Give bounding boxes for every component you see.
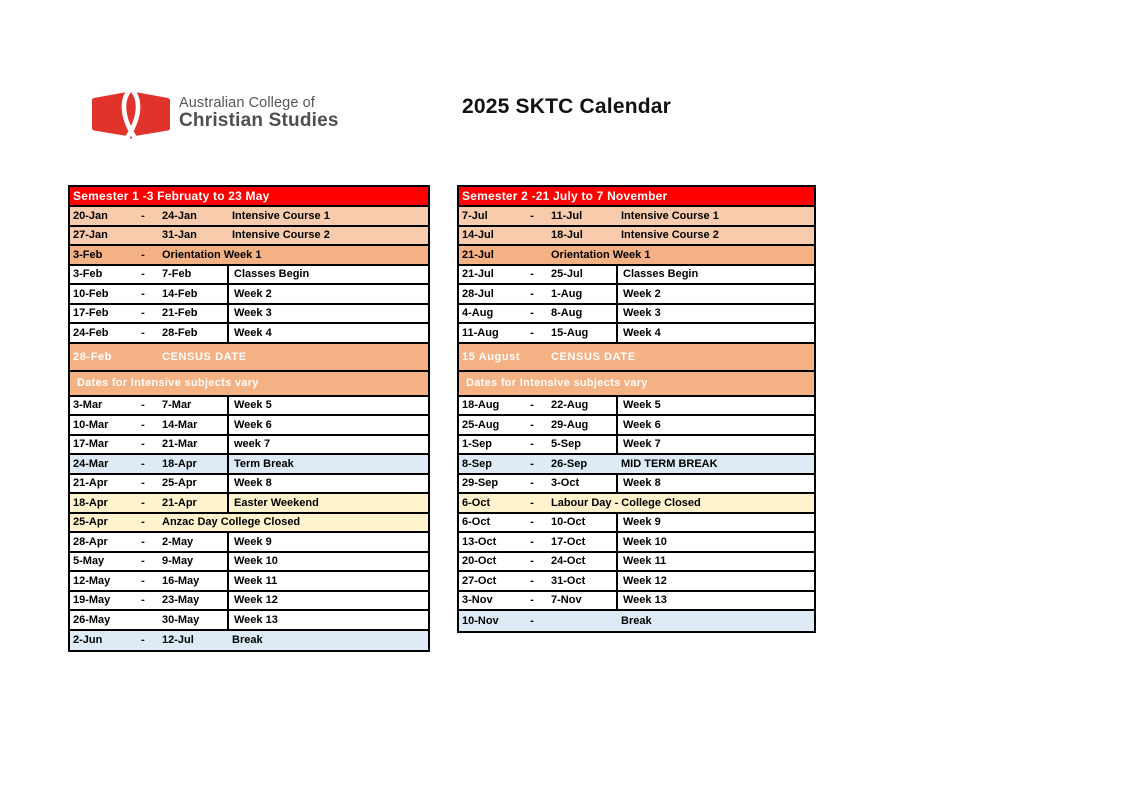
event-cell: Intensive Course 2 (621, 229, 719, 242)
date-start-cell: 20-Oct (462, 555, 497, 568)
date-start-cell: 18-Apr (73, 496, 108, 509)
calendar-row (459, 592, 814, 612)
date-end-cell: 5-Sep (551, 438, 581, 451)
date-end-cell: 11-Jul (551, 209, 583, 222)
date-start-cell: 27-Jan (73, 229, 108, 242)
calendar-row (70, 553, 428, 573)
calendar-row (459, 475, 814, 495)
dash-cell: - (530, 496, 534, 509)
dash-cell: - (141, 268, 145, 281)
date-start-cell: 21-Apr (73, 477, 108, 490)
date-start-cell: 2-Jun (73, 634, 103, 647)
date-start-cell: 20-Jan (73, 209, 108, 222)
date-end-cell: 25-Jul (551, 268, 583, 281)
date-start-cell: 10-Nov (462, 614, 499, 627)
date-start-cell: 24-Feb (73, 326, 109, 339)
calendar-row (459, 227, 814, 247)
event-cell: Week 9 (616, 514, 814, 532)
calendar-row (70, 592, 428, 612)
dash-cell: - (141, 418, 145, 431)
date-start-cell: 3-Nov (462, 594, 493, 607)
date-end-cell: 3-Oct (551, 477, 580, 490)
date-end-cell: 17-Oct (551, 535, 586, 548)
date-end-cell: 23-May (162, 594, 200, 607)
date-end-cell: 21-Apr (162, 496, 197, 509)
calendar-row (70, 475, 428, 495)
dash-cell: - (530, 399, 534, 412)
event-cell: Week 10 (616, 533, 814, 551)
calendar-row (459, 416, 814, 436)
date-end-cell: 21-Feb (162, 307, 198, 320)
dash-cell: - (530, 209, 534, 222)
date-start-cell: 3-Feb (73, 268, 103, 281)
calendar-row (70, 324, 428, 344)
date-start-cell: 28-Jul (462, 287, 494, 300)
event-cell: Week 8 (616, 475, 814, 493)
date-start-cell: 10-Mar (73, 418, 109, 431)
calendar-row (459, 305, 814, 325)
dash-cell: - (530, 457, 534, 470)
event-cell: Intensive Course 1 (232, 209, 330, 222)
date-end-cell: 24-Oct (551, 555, 586, 568)
date-end-cell: 7-Mar (162, 399, 192, 412)
semester-header: Semester 2 -21 July to 7 November (459, 187, 814, 207)
event-cell: Week 7 (616, 436, 814, 454)
event-cell: Anzac Day College Closed (162, 516, 301, 529)
date-end-cell: 9-May (162, 555, 194, 568)
dash-cell: - (530, 555, 534, 568)
date-start-cell: 7-Jul (462, 209, 488, 222)
date-start-cell: 5-May (73, 555, 105, 568)
dash-cell: - (141, 209, 145, 222)
event-cell: Week 12 (227, 592, 428, 610)
calendar-row (459, 207, 814, 227)
calendar-row (70, 416, 428, 436)
date-start-cell: 27-Oct (462, 574, 497, 587)
date-start-cell: 6-Oct (462, 516, 491, 529)
event-cell: Week 3 (616, 305, 814, 323)
event-cell: Week 2 (227, 285, 428, 303)
census-label-cell: CENSUS DATE (551, 350, 636, 363)
dash-cell: - (530, 326, 534, 339)
calendar-row (70, 207, 428, 227)
dash-cell: - (141, 516, 145, 529)
date-end-cell: 12-Jul (162, 634, 194, 647)
dash-cell: - (530, 614, 534, 627)
date-end-cell: 14-Feb (162, 287, 198, 300)
event-cell: Week 4 (227, 324, 428, 342)
date-start-cell: 8-Sep (462, 457, 492, 470)
dash-cell: - (530, 287, 534, 300)
event-cell: Week 12 (616, 572, 814, 590)
date-end-cell: 1-Aug (551, 287, 583, 300)
date-end-cell: 10-Oct (551, 516, 586, 529)
dash-cell: - (141, 594, 145, 607)
date-end-cell: 14-Mar (162, 418, 198, 431)
dash-cell: - (530, 574, 534, 587)
date-end-cell: 16-May (162, 574, 200, 587)
event-cell: Week 6 (616, 416, 814, 434)
date-end-cell: 25-Apr (162, 477, 197, 490)
calendar-row (70, 455, 428, 475)
note-row (459, 372, 814, 397)
calendar-row (459, 324, 814, 344)
calendar-row (459, 455, 814, 475)
note-text-cell: Dates for Intensive subjects vary (466, 377, 648, 389)
dash-cell: - (141, 634, 145, 647)
calendar-row (70, 397, 428, 417)
event-cell: Orientation Week 1 (162, 248, 262, 261)
page-title: 2025 SKTC Calendar (462, 95, 672, 118)
date-start-cell: 21-Jul (462, 248, 494, 261)
event-cell: Week 11 (616, 553, 814, 571)
date-end-cell: 26-Sep (551, 457, 588, 470)
date-start-cell: 17-Feb (73, 307, 109, 320)
event-cell: Week 13 (227, 611, 428, 629)
census-row (70, 344, 428, 372)
dash-cell: - (141, 457, 145, 470)
date-end-cell: 30-May (162, 613, 200, 626)
date-end-cell: 21-Mar (162, 438, 198, 451)
date-end-cell: 7-Nov (551, 594, 582, 607)
event-cell: Classes Begin (616, 266, 814, 284)
census-date-cell: 15 August (462, 350, 521, 363)
dash-cell: - (141, 438, 145, 451)
dash-cell: - (530, 418, 534, 431)
event-cell: MID TERM BREAK (621, 457, 718, 470)
accs-logo-fish-icon (87, 86, 175, 142)
event-cell: Easter Weekend (227, 494, 428, 512)
date-start-cell: 24-Mar (73, 457, 109, 470)
calendar-row (70, 436, 428, 456)
date-end-cell: 31-Jan (162, 229, 197, 242)
dash-cell: - (141, 574, 145, 587)
date-end-cell: 18-Jul (551, 229, 583, 242)
date-start-cell: 28-Apr (73, 535, 108, 548)
calendar-row (70, 494, 428, 514)
dash-cell: - (141, 326, 145, 339)
calendar-row (459, 533, 814, 553)
date-start-cell: 12-May (73, 574, 111, 587)
event-cell: Week 4 (616, 324, 814, 342)
calendar-row (459, 572, 814, 592)
date-start-cell: 25-Aug (462, 418, 500, 431)
calendar-row (459, 553, 814, 573)
date-end-cell: 18-Apr (162, 457, 197, 470)
date-end-cell: 31-Oct (551, 574, 586, 587)
date-start-cell: 18-Aug (462, 399, 500, 412)
date-start-cell: 4-Aug (462, 307, 494, 320)
dash-cell: - (530, 268, 534, 281)
event-cell: Week 10 (227, 553, 428, 571)
dash-cell: - (530, 516, 534, 529)
calendar-row (459, 514, 814, 534)
calendar-row (70, 266, 428, 286)
event-cell: Break (621, 614, 652, 627)
calendar-row (70, 611, 428, 631)
calendar-row (459, 494, 814, 514)
date-end-cell: 2-May (162, 535, 194, 548)
event-cell: Break (232, 634, 263, 647)
event-cell: Labour Day - College Closed (551, 496, 701, 509)
calendar-row (459, 436, 814, 456)
event-cell: Week 9 (227, 533, 428, 551)
logo-wordmark (179, 96, 339, 131)
date-end-cell: 28-Feb (162, 326, 198, 339)
date-start-cell: 25-Apr (73, 516, 108, 529)
dash-cell: - (530, 477, 534, 490)
calendar-row (70, 631, 428, 651)
calendar-row (459, 266, 814, 286)
event-cell: Intensive Course 1 (621, 209, 719, 222)
logo-line2: Christian Studies (179, 110, 339, 132)
event-cell: Week 2 (616, 285, 814, 303)
date-start-cell: 10-Feb (73, 287, 109, 300)
calendar-row (70, 572, 428, 592)
logo-line1: Australian College of (179, 95, 315, 111)
event-cell: Week 5 (616, 397, 814, 415)
dash-cell: - (530, 438, 534, 451)
date-start-cell: 14-Jul (462, 229, 494, 242)
census-date-cell: 28-Feb (73, 350, 113, 363)
event-cell: Classes Begin (227, 266, 428, 284)
dash-cell: - (141, 477, 145, 490)
date-end-cell: 22-Aug (551, 399, 589, 412)
calendar-row (70, 246, 428, 266)
event-cell: Week 8 (227, 475, 428, 493)
calendar-row (70, 514, 428, 534)
dash-cell: - (141, 307, 145, 320)
event-cell: Intensive Course 2 (232, 229, 330, 242)
date-end-cell: 8-Aug (551, 307, 583, 320)
calendar-row (70, 227, 428, 247)
calendar-row (70, 285, 428, 305)
event-cell: Week 6 (227, 416, 428, 434)
date-start-cell: 3-Feb (73, 248, 103, 261)
event-cell: Week 3 (227, 305, 428, 323)
semester-table-1 (68, 185, 430, 652)
note-text-cell: Dates for Intensive subjects vary (77, 377, 259, 389)
date-start-cell: 13-Oct (462, 535, 497, 548)
date-start-cell: 3-Mar (73, 399, 103, 412)
date-start-cell: 21-Jul (462, 268, 494, 281)
note-row (70, 372, 428, 397)
event-cell: Week 5 (227, 397, 428, 415)
calendar-row (459, 397, 814, 417)
dash-cell: - (530, 535, 534, 548)
date-start-cell: 26-May (73, 613, 111, 626)
calendar-row (70, 305, 428, 325)
date-start-cell: 11-Aug (462, 326, 499, 339)
dash-cell: - (141, 535, 145, 548)
calendar-row (70, 533, 428, 553)
date-end-cell: 29-Aug (551, 418, 589, 431)
event-cell: Term Break (227, 455, 428, 473)
semester-table-2 (457, 185, 816, 633)
dash-cell: - (530, 307, 534, 320)
date-end-cell: 24-Jan (162, 209, 197, 222)
event-cell: week 7 (227, 436, 428, 454)
event-cell: Week 11 (227, 572, 428, 590)
dash-cell: - (141, 496, 145, 509)
census-row (459, 344, 814, 372)
dash-cell: - (141, 248, 145, 261)
calendar-row (459, 246, 814, 266)
dash-cell: - (530, 594, 534, 607)
date-start-cell: 29-Sep (462, 477, 499, 490)
date-start-cell: 19-May (73, 594, 111, 607)
date-start-cell: 17-Mar (73, 438, 109, 451)
event-cell: Orientation Week 1 (551, 248, 651, 261)
calendar-row (459, 285, 814, 305)
calendar-row (459, 611, 814, 631)
dash-cell: - (141, 555, 145, 568)
semester-header: Semester 1 -3 Februaty to 23 May (70, 187, 428, 207)
date-end-cell: 15-Aug (551, 326, 589, 339)
event-cell: Week 13 (616, 592, 814, 610)
dash-cell: - (141, 399, 145, 412)
census-label-cell: CENSUS DATE (162, 350, 247, 363)
dash-cell: - (141, 287, 145, 300)
date-end-cell: 7-Feb (162, 268, 192, 281)
date-start-cell: 6-Oct (462, 496, 491, 509)
date-start-cell: 1-Sep (462, 438, 492, 451)
